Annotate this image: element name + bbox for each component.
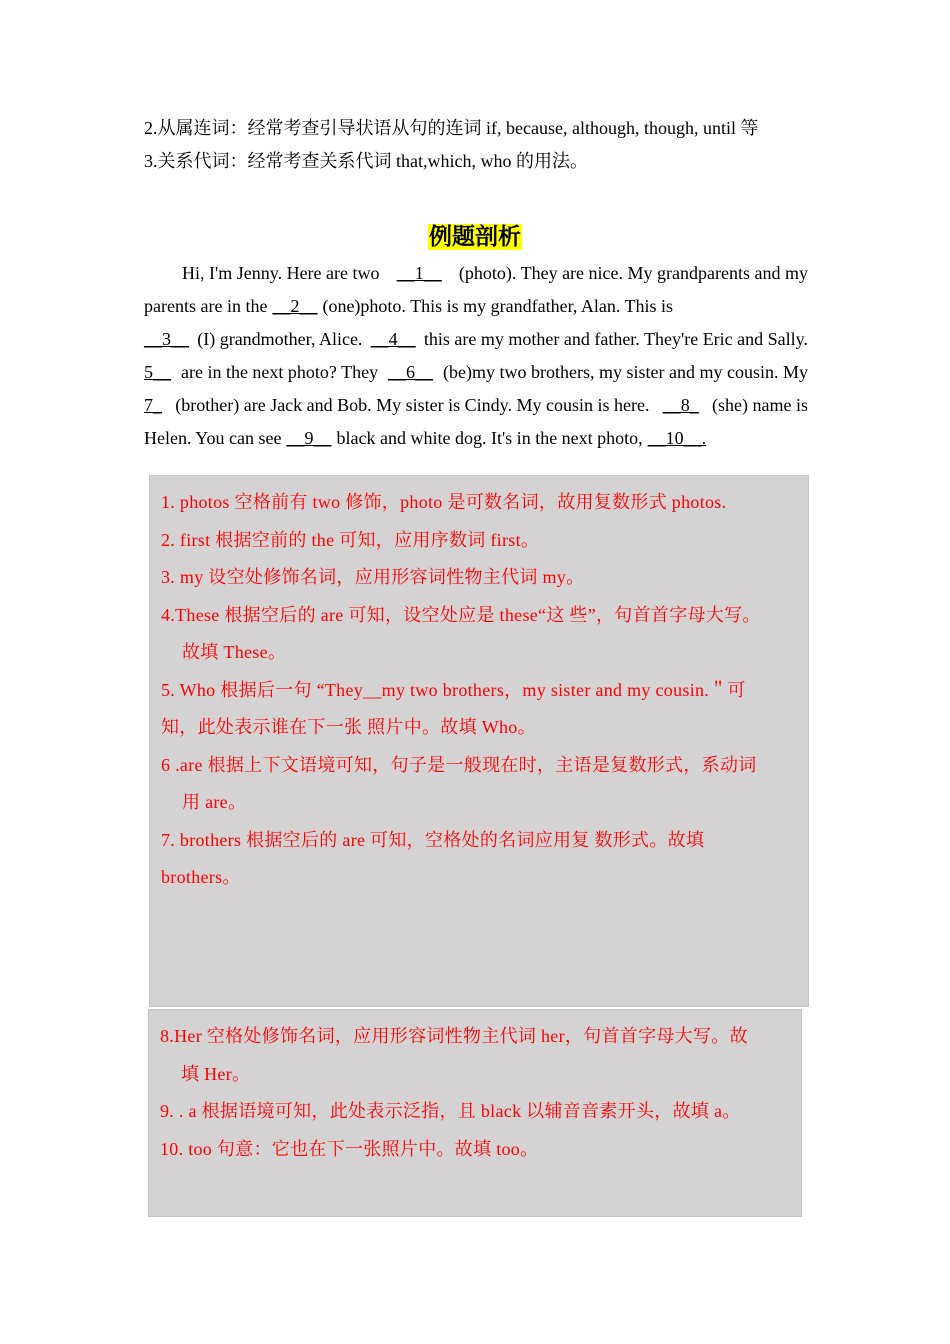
answer-8-line-2: 填 Her。 (181, 1063, 251, 1084)
passage-text: this are my mother and father. They're Eric and Sally. (423, 329, 808, 349)
passage-line (144, 425, 808, 458)
answer-3: 3. my 设空处修饰名词，应用形容词性物主代词 my。 (161, 567, 585, 587)
answer-4-line-2: 故填 These。 (182, 642, 287, 662)
passage-text: (brother) are Jack and Bob. My sister is Cindy. My cousin is here. (175, 395, 650, 415)
blank-1: __1__ (396, 263, 442, 283)
answer-10: 10. too 句意：它也在下一张照片中。故填 too。 (160, 1138, 539, 1159)
passage-text: Helen. You can see (144, 428, 282, 448)
answer-7-line-2: brothers。 (161, 867, 241, 887)
passage-text: (she) name is (712, 395, 808, 415)
blank-4: __4__ (370, 329, 416, 349)
answer-6 (161, 747, 796, 822)
answer-box-2 (148, 1009, 802, 1217)
passage-text: parents are in the (144, 296, 268, 316)
intro-line-2: 2.从属连词：经常考查引导状语从句的连词 if, because, although, though, until 等 (144, 118, 759, 138)
section-title-text: 例题剖析 (429, 224, 521, 250)
blank-10: __10__. (647, 428, 707, 448)
answer-9: 9. . a 根据语境可知，此处表示泛指，且 black 以辅音音素开头，故填 a。 (160, 1101, 741, 1121)
intro-line-3: 3.关系代词：经常考查关系代词 that,which, who 的用法。 (144, 151, 588, 171)
passage-text: Hi, I'm Jenny. Here are two (182, 263, 380, 283)
blank-9: __9__ (286, 428, 332, 448)
passage-line (144, 359, 808, 392)
answer-4 (161, 597, 796, 672)
passage-line (144, 293, 808, 326)
blank-8: __8_ (662, 395, 699, 415)
passage-text: (photo). They are nice. My grandparents and my (458, 263, 808, 283)
answer-5-line-1: 5. Who 根据后一句 “They__my two brothers，my sister and my cousin.＂可 (161, 679, 746, 700)
answer-7-line-1: 7. brothers 根据空后的 are 可知，空格处的名词应用复 数形式。故填 (161, 829, 705, 850)
blank-2: __2__ (272, 296, 318, 316)
passage (144, 260, 808, 458)
answer-6-line-2: 用 are。 (182, 792, 247, 812)
answer-5-line-2: 知，此处表示谁在下一张 照片中。故填 Who。 (161, 717, 536, 737)
passage-line (144, 260, 808, 293)
answer-8 (160, 1018, 789, 1093)
answer-box-1 (149, 475, 809, 1007)
passage-text: (I) grandmother, Alice. (197, 329, 363, 349)
passage-text: are in the next photo? They (180, 362, 379, 382)
blank-7: 7_ (144, 395, 162, 415)
passage-line (144, 392, 808, 425)
blank-6: __6__ (388, 362, 434, 382)
blank-5: 5__ (144, 362, 171, 382)
passage-text: (one)photo. This is my grandfather, Alan. This is (322, 296, 674, 316)
answer-8-line-1: 8.Her 空格处修饰名词，应用形容词性物主代词 her，句首首字母大写。故 (160, 1026, 748, 1046)
answer-4-line-1: 4.These 根据空后的 are 可知，设空处应是 these“这 些”，句首首字母大写。 (161, 604, 761, 625)
answer-7 (161, 822, 796, 897)
answer-5 (161, 672, 796, 747)
blank-3: __3__ (144, 329, 189, 349)
answer-6-line-1: 6 .are 根据上下文语境可知，句子是一般现在时，主语是复数形式，系动词 (161, 754, 757, 775)
passage-line (144, 326, 808, 359)
answer-2: 2. first 根据空前的 the 可知，应用序数词 first。 (161, 529, 540, 550)
passage-text: black and white dog. It's in the next photo, (336, 428, 643, 448)
passage-text: (be)my two brothers, my sister and my cousin. My (443, 362, 808, 382)
answer-1: 1. photos 空格前有 two 修饰，photo 是可数名词，故用复数形式 photos. (161, 492, 727, 512)
section-title (0, 218, 950, 251)
